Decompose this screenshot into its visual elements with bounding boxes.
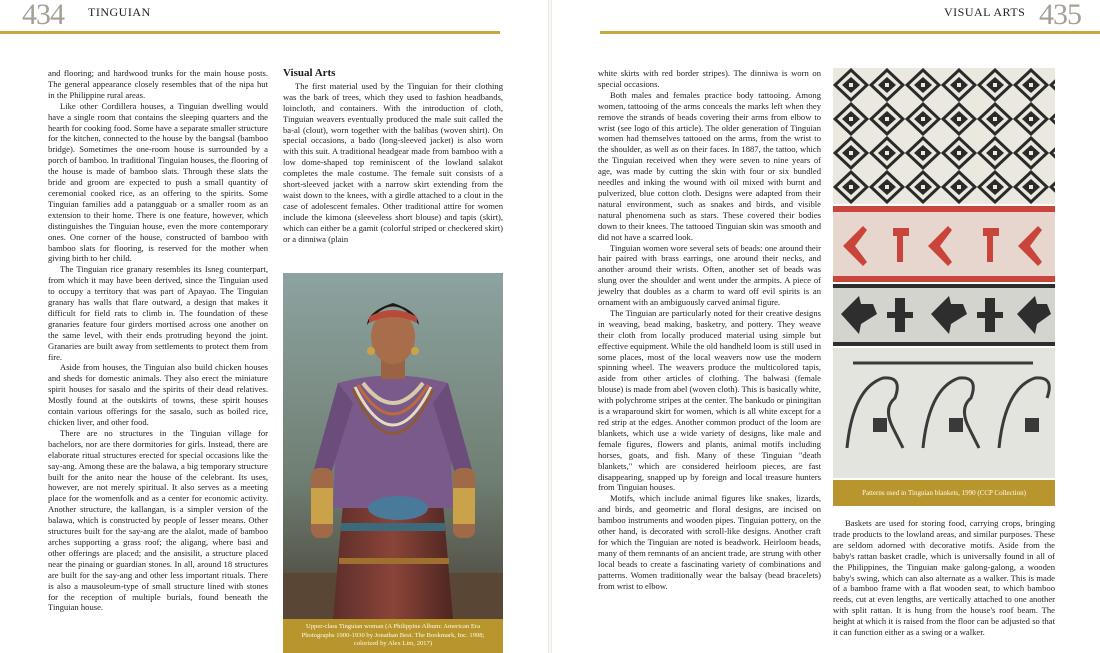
paragraph: The Tinguian rice granary resembles its Isneg counterpart, from which it may have been derived, since the Tinguian used to occupy a territory that was part of Apayao. The Tinguian granary has walls that flare outward, a design that makes it difficult for field rats to climb in. The foundation of these granaries feature four girders mortised across one another on the same level, with their ends protruding beyond the joint. Granaries are built away from settlements to protect them from fire. [48,264,268,362]
left-page [0,0,548,653]
textile-panel-4 [833,348,1055,478]
paragraph: white skirts with red border stripes). The dinniwa is worn on special occasions. [598,68,821,89]
header-rule [0,31,500,34]
textile-panel-3 [833,284,1055,346]
paragraph: Like other Cordillera houses, a Tinguian dwelling would have a single room that contains the sleeping quarters and the hearth for cooking food. Some have a separate smaller structure for the kitchen, connected to the house by the bangsal (bamboo bridge). Sometimes the one-room house is surrounded by a porch of bamboo. In traditional Tinguian houses, the flooring of the house is made of bamboo slats. Through these slats the bride and groom are expected to push a small quantity of ceremonial cooked rice, as an offering to the spirits. Some Tinguian families add a patangguab or a smaller room as an extension to their home. There is one feature, however, which distinguishes the Tinguian house, even the more contemporary ones. One corner of the house, constructed of bamboo with bamboo slats for flooring, is reserved for the mother when giving birth to her child. [48,100,268,264]
paragraph: Aside from houses, the Tinguian also build chicken houses and sheds for domestic animals. They also erect the miniature spirit houses for sasalo and the spirits of their dead relatives. Mostly found at the outskirts of towns, these spirit houses contain various offerings for the sasalo, such as boiled rice, chicken liver, and other food. [48,362,268,427]
paragraph: There are no structures in the Tinguian village for bachelors, nor are there dormitories for girls. Instead, there are elaborate ritual structures erected for special occasions like the say-ang. Among these are the balawa, a big temporary structure built for the anito near the house of the celebrant. Its uses, however, are not merely spiritual. It also serves as a meeting place for the womenfolk and as a center for economic activity. Another structure, the kallangan, is a simpler version of the balawa, which is constructed by people of lesser means. Other structures built for the say-ang are the alalot, made of bamboo arches supporting a grass roof; the aligang, where basi and other offerings are placed; and the ansisilit, a structure placed near the pinaing or guardian stones. In all, around 18 structures are built for the say-ang and other less important rituals. There is also a mausoleum-type of small structure lined with stones for the reception of multiple burials, found beneath the Tinguian house. [48,427,268,613]
paragraph: Motifs, which include animal figures like snakes, lizards, and birds, and geometric and floral designs, are incised on bamboo instruments and wooden pipes. Tinguian pottery, on the other hand, is decorated with scroll-like designs. Another craft for which the Tinguian are noted is beadwork. Heirloom beads, many of them remnants of an ancient trade, are strung with other local beads to create a fascinating variety of combinations and patterns. Women traditionally wear the balsay (bead bracelets) from wrist to elbow. [598,493,821,591]
running-head: VISUAL ARTS [944,5,1026,19]
text-column-1 [48,68,268,613]
header-rule [600,31,1100,34]
textile-panel-2 [833,206,1055,282]
tinguian-woman-image [283,273,503,619]
textile-panel-1 [833,68,1055,204]
paragraph: The first material used by the Tinguian for their clothing was the bark of trees, which they used to fashion headbands, loincloth, and containers. With the introduction of cloth, Tinguian weavers eventually produced the male suit called the ba-al (clout), worn together with the balibas (woven shirt). On special occasions, a bado (long-sleeved jacket) is also worn with this suit. A traditional headgear made from bamboo with a low dome-shaped top reminiscent of the lowland salakot completes the male costume. The female suit consists of a short-sleeved jacket with a narrow skirt extending from the waist down to the knees, with a girdle attached to a clout in the case of adolescent females. Other traditional attire for women include the kimona (sleeveless short blouse) and tapis (skirt), which can either be a gamit (colorful striped or checkered skirt) or a dinniwa (plain [283,80,503,244]
text-column-2 [833,518,1055,638]
page-number: 434 [22,0,64,31]
text-column-2 [283,68,503,245]
photo-caption: Upper-class Tinguian woman (A Philippine Album: American Era Photographs 1900-1930 by Jonathan Best. The Bookmark, Inc. 1998; colorized by Alex Lim, 2017) [283,619,503,653]
running-head: TINGUIAN [88,5,151,19]
paragraph: The Tinguian are particularly noted for their creative designs in weaving, bead making, basketry, and pottery. They weave their cloth from locally produced material using simple but effective equipment. While the old handheld loom is still used in some places, most of the local weavers now use the modern spinning wheel. The weavers produce the multicolored tapis, aside from other articles of clothing. The balwasi (female blouse) is made from abel (woven cloth). This is basically white, with polychrome stripes at the center. The bankudo or piningitan is a wraparound skirt for women, which is all white except for a red strip at the edges. Another common product of the loom are blankets, which use a wide variety of designs, like male and female figures, flowers and plants, animal motifs including horses, goats, and fish. Many of these Tinguian "death blankets," which are considered heirloom pieces, are fast disappearing, snapped up by foreign and local treasure hunters from Tinguian houses. [598,307,821,493]
page-number: 435 [1039,0,1081,31]
paragraph: and flooring; and hardwood trunks for the main house posts. The general appearance closely resembles that of the nipa hut in the Philippine rural areas. [48,68,268,100]
text-column-1 [598,68,821,592]
textile-caption: Patterns used in Tinguian blankets, 1990 (CCP Collection) [833,480,1055,506]
portrait-photo [283,273,503,619]
right-page [552,0,1100,653]
section-heading: Visual Arts [283,67,336,79]
paragraph: Tinguian women wore several sets of beads: one around their hair paired with brass earrings, one around their necks, and another around their wrists. Often, another set of beads was slung over the shoulder and went under the armpits. A piece of jewelry that doubles as a charm to ward off evil spirits is an ornament with an ambiguously carved animal figure. [598,242,821,308]
paragraph: Baskets are used for storing food, carrying crops, bringing trade products to the lowland areas, and similar purposes. These are seldom adorned with decorative motifs. Aside from the baby's rattan basket cradle, which is universally found in all of the Philippines, the Tinguian make galong-galong, a wooden baby's swing, which can also alternate as a walker. This is made of a bamboo frame with a flat wooden seat, to which bamboo reeds, cut at even lengths, are vertically attached to one another with split rattan. It is hung from the house's roof beam. The height at which it is raised from the floor can be adjusted so that it can function either as a swing or a walker. [833,518,1055,638]
paragraph: Both males and females practice body tattooing. Among women, tattooing of the arms conceals the marks left when they remove the strands of beads covering their arms from elbow to wrist (see logo of this article). The older generation of Tinguian women had themselves tattooed on the arms, from the wrist to the shoulder, as well as on their faces. In 1887, the tattoo, which the Tinguian received when they were seven to nine years of age, was made by cutting the skin with four or six bundled needles and inking the wound with oil mixed with burnt and pulverized, blue cotton cloth. Designs were adapted from their natural environment, such as snakes and birds, and visible natural phenomena such as stars. These covered their bodies down to their knees. The tattooed Tinguian skin was smooth and did not have a scarred look. [598,89,821,242]
